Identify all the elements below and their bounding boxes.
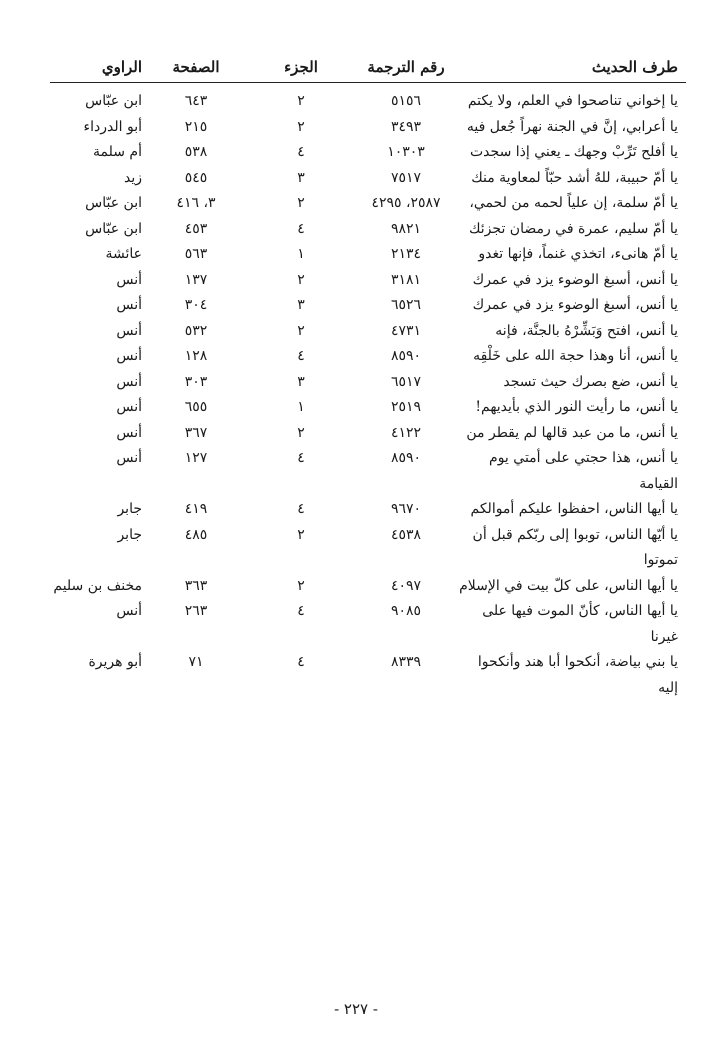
- table-row: [50, 191, 686, 217]
- table-row: [50, 446, 686, 497]
- juz-number: ٤: [297, 348, 305, 364]
- table-body: [50, 89, 686, 701]
- hadith-text: يا أمّ سلمة، إن علياً لحمه من لحمي،: [469, 195, 678, 211]
- table-row: [50, 344, 686, 370]
- hadith-text: يا أنس، افتح وَبَشِّرْهُ بالجنَّة، فإنه: [495, 322, 678, 339]
- rawi-name: أم سلمة: [93, 144, 142, 160]
- juz-number: ٤: [297, 144, 305, 160]
- page-number-cell: ٦٥٥: [184, 399, 208, 415]
- rawi-name: ابن عبّاس: [85, 93, 142, 109]
- juz-number: ٣: [297, 373, 305, 390]
- hadith-text: يا أنس، هذا حجتي على أمتي يوم القيامة: [489, 450, 678, 492]
- rawi-name: أبو هريرة: [88, 654, 142, 670]
- tarjama-number: ٢١٣٤: [390, 246, 422, 262]
- juz-number: ٢: [297, 577, 305, 594]
- table-row: [50, 242, 686, 268]
- page-number-cell: ٢٦٣: [184, 603, 208, 619]
- header-hadith: طرف الحديث: [591, 58, 678, 76]
- rawi-name: أنس: [116, 297, 142, 313]
- hadith-text: يا أنس، أسبغ الوضوء يزد في عمرك: [472, 297, 678, 313]
- page-number-cell: ٣، ٤١٦: [176, 195, 216, 211]
- tarjama-number: ٣١٨١: [390, 271, 422, 288]
- rawi-name: أنس: [116, 373, 142, 390]
- tarjama-number: ٧٥١٧: [390, 169, 422, 186]
- table-row: [50, 650, 686, 701]
- hadith-text: يا أفلح تَرِّبْ وجهك ـ يعني إذا سجدت: [470, 144, 678, 160]
- rawi-name: أبو الدرداء: [83, 118, 142, 135]
- juz-number: ١: [297, 399, 305, 415]
- header-juz: الجزء: [284, 58, 318, 76]
- page-number-cell: ٧١: [188, 654, 204, 670]
- table-row: [50, 421, 686, 447]
- header-rawi: الراوي: [101, 58, 142, 76]
- page-number-cell: ٣٦٧: [184, 424, 208, 441]
- tarjama-number: ٨٥٩٠: [390, 348, 422, 364]
- hadith-text: يا أيها الناس، على كلّ بيت في الإسلام: [459, 577, 678, 594]
- rawi-name: أنس: [116, 603, 142, 619]
- juz-number: ١: [297, 246, 305, 262]
- table-row: [50, 599, 686, 650]
- page-number-cell: ٥٣٢: [184, 322, 208, 339]
- table-row: [50, 166, 686, 192]
- page-number-cell: ٥٤٥: [184, 169, 208, 186]
- page-number-cell: ٢١٥: [184, 118, 208, 135]
- table-row: [50, 395, 686, 421]
- hadith-text: يا أعرابي، إنَّ في الجنة نهراً جُعل فيه: [466, 118, 678, 135]
- hadith-text: يا أنس، ما رأيت النور الذي بأيديهم!: [475, 399, 678, 415]
- tarjama-number: ٤١٢٢: [390, 424, 422, 441]
- hadith-text: يا أنس، ما من عبد قالها لم يقطر من: [466, 424, 678, 441]
- juz-number: ٣: [297, 297, 305, 313]
- page-number-cell: ٣٠٣: [184, 373, 208, 390]
- juz-number: ٤: [297, 220, 305, 237]
- tarjama-number: ١٠٣٠٣: [387, 144, 425, 160]
- page-number: - ٢٢٧ -: [334, 1000, 378, 1018]
- tarjama-number: ٦٥٢٦: [390, 297, 422, 313]
- page-number-cell: ١٢٨: [184, 348, 208, 364]
- hadith-text: يا أيها الناس، احفظوا عليكم أموالكم: [470, 501, 678, 517]
- juz-number: ٢: [297, 118, 305, 135]
- table-row: [50, 497, 686, 523]
- table-header: [50, 52, 686, 83]
- hadith-text: يا بني بياضة، أنكحوا أبا هند وأنكحوا إليه: [477, 654, 678, 696]
- page-number-cell: ١٣٧: [184, 271, 208, 288]
- page-number-cell: ٦٤٣: [184, 93, 208, 109]
- juz-number: ٤: [297, 501, 305, 517]
- juz-number: ٣: [297, 169, 305, 186]
- header-page: الصفحة: [172, 58, 220, 76]
- juz-number: ٢: [297, 195, 305, 211]
- rawi-name: أنس: [116, 271, 142, 288]
- tarjama-number: ٩٨٢١: [390, 220, 422, 237]
- index-page: [50, 52, 686, 701]
- juz-number: ٢: [297, 424, 305, 441]
- page-number-cell: ٤٥٣: [184, 220, 208, 237]
- rawi-name: زيد: [123, 169, 142, 186]
- table-row: [50, 268, 686, 294]
- page-number-cell: ٣٦٣: [184, 577, 208, 594]
- page-number-cell: ٤١٩: [184, 501, 208, 517]
- hadith-text: يا أنس، ضع بصرك حيث تسجد: [503, 373, 678, 390]
- juz-number: ٢: [297, 322, 305, 339]
- tarjama-number: ٥١٥٦: [390, 93, 422, 109]
- tarjama-number: ٨٥٩٠: [390, 450, 422, 466]
- hadith-text: يا أمّ هانىء، اتخذي غنماً، فإنها تغدو: [478, 246, 678, 262]
- tarjama-number: ٨٣٣٩: [390, 654, 422, 670]
- rawi-name: جابر: [117, 526, 142, 543]
- rawi-name: عائشة: [105, 246, 142, 262]
- table-row: [50, 523, 686, 574]
- table-row: [50, 370, 686, 396]
- table-row: [50, 574, 686, 600]
- juz-number: ٤: [297, 603, 305, 619]
- page-number-cell: ٥٦٣: [184, 246, 208, 262]
- table-row: [50, 115, 686, 141]
- juz-number: ٤: [297, 450, 305, 466]
- page-number-cell: ١٢٧: [184, 450, 208, 466]
- rawi-name: ابن عبّاس: [85, 195, 142, 211]
- tarjama-number: ٩٠٨٥: [390, 603, 422, 619]
- juz-number: ٢: [297, 526, 305, 543]
- rawi-name: أنس: [116, 450, 142, 466]
- hadith-text: يا إخواني تناصحوا في العلم، ولا يكتم: [467, 93, 678, 109]
- table-row: [50, 217, 686, 243]
- hadith-text: يا أنس، أسبغ الوضوء يزد في عمرك: [472, 271, 678, 288]
- hadith-text: يا أيّها الناس، توبوا إلى ربّكم قبل أن تموتوا: [472, 526, 678, 568]
- tarjama-number: ٣٤٩٣: [390, 118, 422, 135]
- juz-number: ٢: [297, 271, 305, 288]
- tarjama-number: ٩٦٧٠: [390, 501, 422, 517]
- hadith-text: يا أمّ حبيبة، للهُ أشد حبّاً لمعاوية منك: [471, 169, 678, 186]
- rawi-name: مخنف بن سليم: [53, 577, 142, 594]
- tarjama-number: ٤٠٩٧: [390, 577, 422, 594]
- rawi-name: أنس: [116, 399, 142, 415]
- rawi-name: أنس: [116, 348, 142, 364]
- table-row: [50, 319, 686, 345]
- tarjama-number: ٢٥١٩: [390, 399, 422, 415]
- rawi-name: أنس: [116, 424, 142, 441]
- hadith-text: يا أمّ سليم، عمرة في رمضان تجزئك: [468, 220, 678, 237]
- hadith-text: يا أنس، أنا وهذا حجة الله على خَلْقِه: [473, 348, 678, 364]
- tarjama-number: ٦٥١٧: [390, 373, 422, 390]
- tarjama-number: ٤٧٣١: [390, 322, 422, 339]
- tarjama-number: ٤٥٣٨: [390, 526, 422, 543]
- header-tarjama: رقم الترجمة: [367, 58, 445, 76]
- table-row: [50, 140, 686, 166]
- juz-number: ٤: [297, 654, 305, 670]
- page-number-cell: ٥٣٨: [184, 144, 208, 160]
- table-row: [50, 293, 686, 319]
- page-number-cell: ٤٨٥: [184, 526, 208, 543]
- page-number-cell: ٣٠٤: [184, 297, 208, 313]
- tarjama-number: ٢٥٨٧، ٤٢٩٥: [371, 195, 441, 211]
- rawi-name: جابر: [117, 501, 142, 517]
- hadith-text: يا أيها الناس، كأنّ الموت فيها على غيرنا: [482, 603, 678, 645]
- rawi-name: أنس: [116, 322, 142, 339]
- rawi-name: ابن عبّاس: [85, 220, 142, 237]
- table-row: [50, 89, 686, 115]
- juz-number: ٢: [297, 93, 305, 109]
